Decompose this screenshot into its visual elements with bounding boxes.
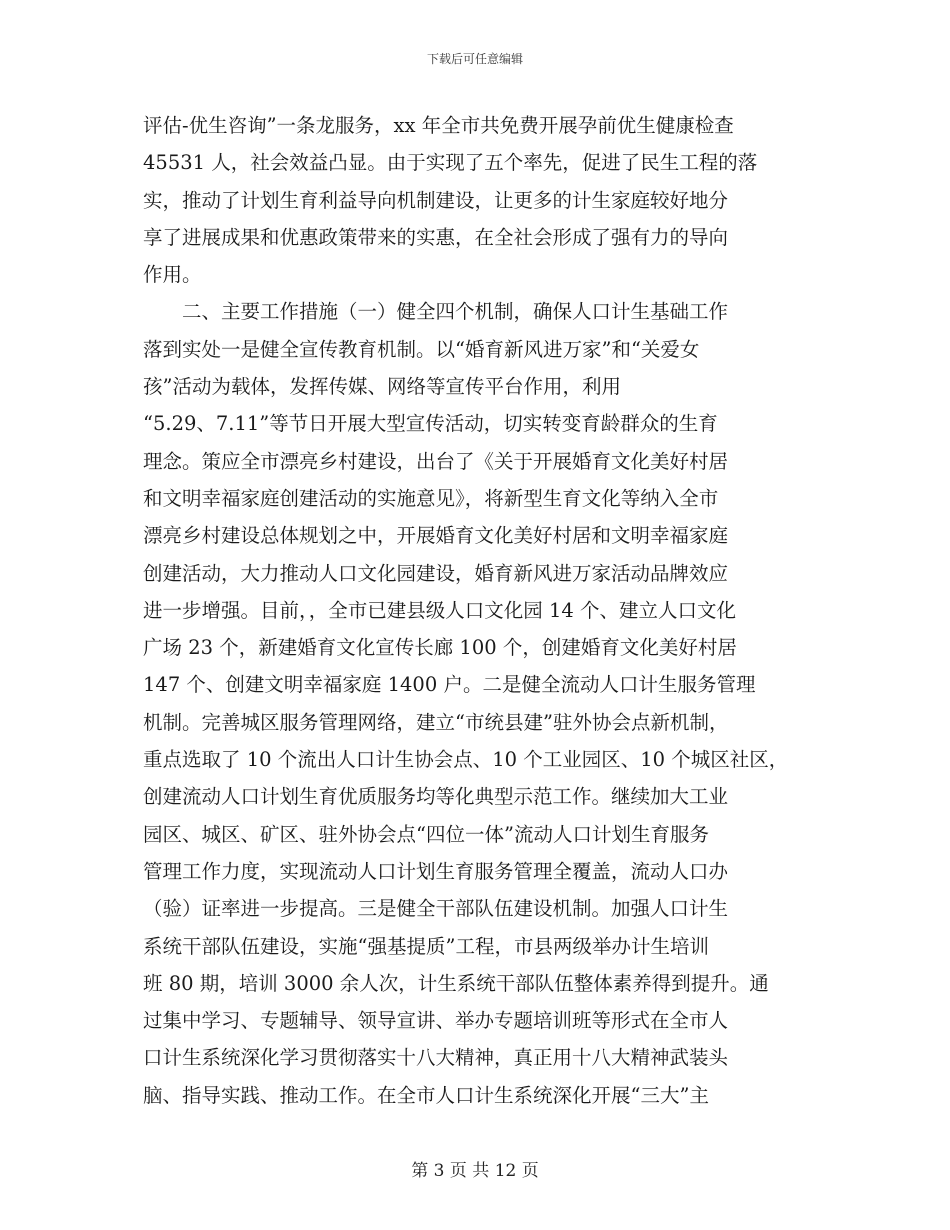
text-line: 孩”活动为载体，发挥传媒、网络等宣传平台作用，利用 [143,375,621,399]
text-line: 落到实处一是健全宣传教育机制。以“婚育新风进万家”和“关爱女 [143,337,700,361]
text-line: 园区、城区、矿区、驻外协会点“四位一体”流动人口计划生育服务 [143,822,709,846]
text-line: 创建活动，大力推动人口文化园建设，婚育新风进万家活动品牌效应 [143,561,729,585]
text-line: 管理工作力度，实现流动人口计划生育服务管理全覆盖，流动人口办 [143,859,729,883]
text-line: 班 80 期，培训 3000 余人次，计生系统干部队伍整体素养得到提升。通 [143,971,769,995]
text-line: 理念。策应全市漂亮乡村建设，出台了《关于开展婚育文化美好村居 [143,449,729,473]
text-line: 机制。完善城区服务管理网络，建立“市统县建”驻外协会点新机制， [143,710,729,734]
text-line: 二、主要工作措施（一）健全四个机制，确保人口计生基础工作 [143,300,729,324]
text-line: 享了进展成果和优惠政策带来的实惠，在全社会形成了强有力的导向 [143,225,729,249]
text-line: 重点选取了 10 个流出人口计生协会点、10 个工业园区、10 个城区社区， [143,748,789,772]
text-line: 和文明幸福家庭创建活动的实施意见》，将新型生育文化等纳入全市 [143,486,719,510]
text-line: 口计生系统深化学习贯彻落实十八大精神，真正用十八大精神武装头 [143,1046,729,1070]
text-line: 漂亮乡村建设总体规划之中，开展婚育文化美好村居和文明幸福家庭 [143,524,729,548]
text-line: 脑、指导实践、推动工作。在全市人口计生系统深化开展“三大”主 [143,1083,709,1107]
text-line: 45531 人，社会效益凸显。由于实现了五个率先，促进了民生工程的落 [143,151,758,175]
text-line: 作用。 [143,263,202,287]
text-line: 进一步增强。目前，，全市已建县级人口文化园 14 个、建立人口文化 [143,598,736,622]
text-line: 创建流动人口计划生育优质服务均等化典型示范工作。继续加大工业 [143,785,729,809]
text-line: 系统干部队伍建设，实施“强基提质”工程，市县两级举办计生培训 [143,934,709,958]
text-line: “5.29、7.11”等节日开展大型宣传活动，切实转变育龄群众的生育 [143,412,718,436]
text-line: 评估-优生咨询”一条龙服务，xx 年全市共免费开展孕前优生健康检查 [143,114,734,137]
text-line: 广场 23 个，新建婚育文化宣传长廊 100 个，创建婚育文化美好村居 [143,636,737,660]
page-header: 下载后可任意编辑 [426,52,523,66]
page-number-footer: 第 3 页 共 12 页 [411,1161,539,1181]
text-line: （验）证率进一步提高。三是健全干部队伍建设机制。加强人口计生 [143,897,729,921]
text-line: 147 个、创建文明幸福家庭 1400 户。二是健全流动人口计生服务管理 [143,673,756,697]
text-line: 实，推动了计划生育利益导向机制建设，让更多的计生家庭较好地分 [143,188,729,212]
text-line: 过集中学习、专题辅导、领导宣讲、举办专题培训班等形式在全市人 [143,1009,729,1033]
body-text [143,107,843,1114]
